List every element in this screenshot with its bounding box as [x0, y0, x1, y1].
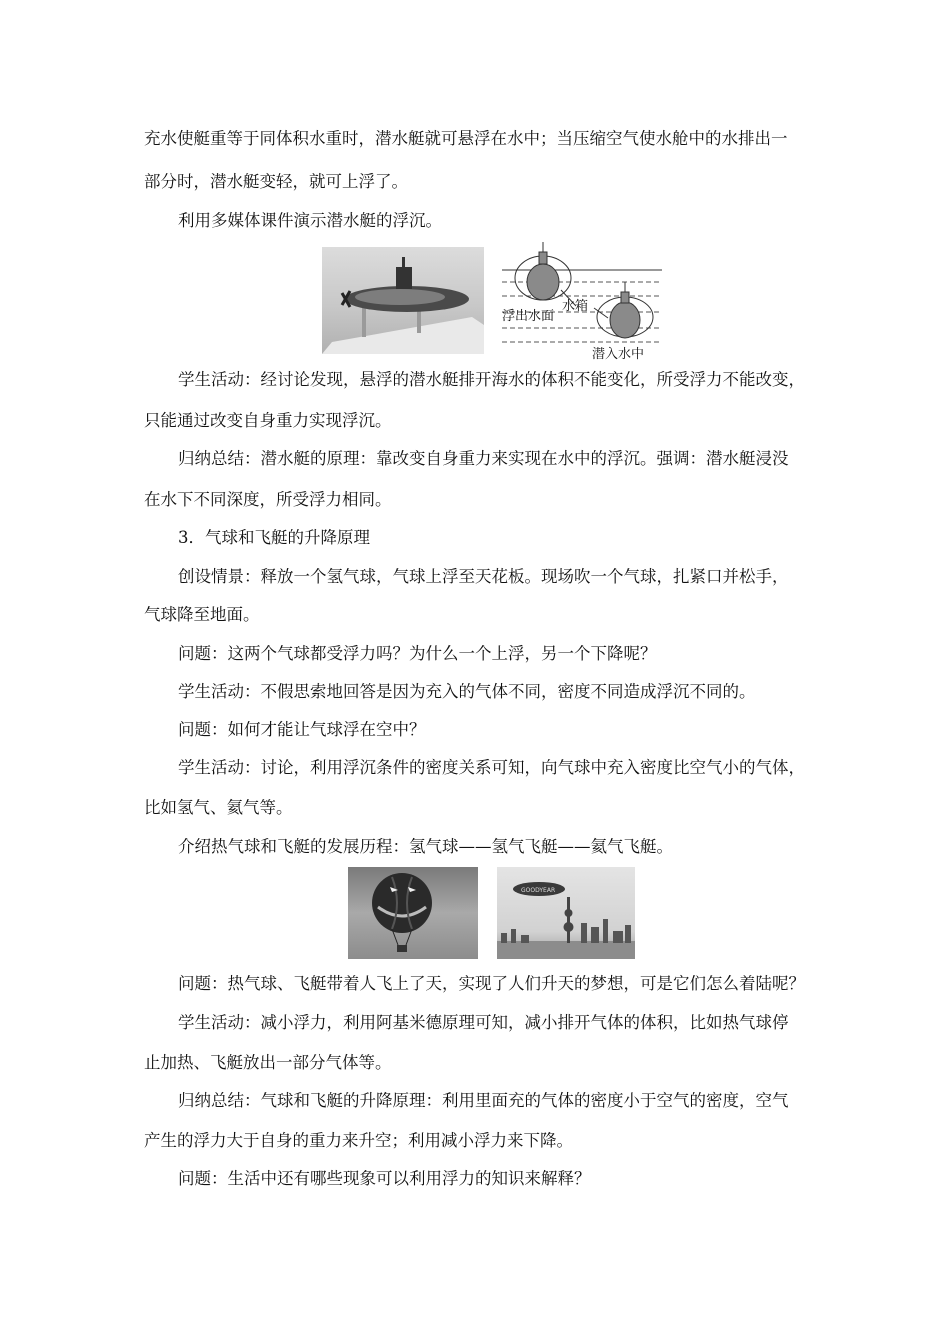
paragraph-line: 学生活动：不假思索地回答是因为充入的气体不同，密度不同造成浮沉不同的。: [178, 682, 756, 701]
label-dive: 潜入水中: [592, 347, 645, 362]
paragraph-line: 在水下不同深度，所受浮力相同。: [144, 490, 392, 509]
paragraph-line: 创设情景：释放一个氢气球，气球上浮至天花板。现场吹一个气球，扎紧口并松手，: [178, 567, 789, 586]
paragraph-line: 学生活动：减小浮力，利用阿基米德原理可知，减小排开气体的体积，比如热气球停: [178, 1013, 789, 1032]
paragraph-line: 产生的浮力大于自身的重力来升空；利用减小浮力来下降。: [144, 1131, 573, 1150]
paragraph-line: 归纳总结：气球和飞艇的升降原理：利用里面充的气体的密度小于空气的密度，空气: [178, 1091, 789, 1110]
paragraph-line: 比如氢气、氦气等。: [144, 798, 293, 817]
paragraph-line: 止加热、飞艇放出一部分气体等。: [144, 1053, 392, 1072]
section-heading: 3．气球和飞艇的升降原理: [178, 528, 370, 547]
paragraph-line: 学生活动：讨论，利用浮沉条件的密度关系可知，向气球中充入密度比空气小的气体，: [178, 758, 805, 777]
blimp-logo: GOODYEAR: [521, 887, 556, 894]
paragraph-line: 学生活动：经讨论发现，悬浮的潜水艇排开海水的体积不能变化，所受浮力不能改变，: [178, 370, 805, 389]
paragraph-line: 问题：如何才能让气球浮在空中？: [178, 720, 426, 739]
paragraph-line: 归纳总结：潜水艇的原理：靠改变自身重力来实现在水中的浮沉。强调：潜水艇浸没: [178, 449, 789, 468]
paragraph-line: 介绍热气球和飞艇的发展历程：氢气球——氢气飞艇——氦气飞艇。: [178, 837, 673, 856]
paragraph-line: 只能通过改变自身重力实现浮沉。: [144, 411, 392, 430]
paragraph-line: 问题：热气球、飞艇带着人飞上了天，实现了人们升天的梦想，可是它们怎么着陆呢？: [178, 974, 805, 993]
paragraph-line: 问题：这两个气球都受浮力吗？为什么一个上浮，另一个下降呢？: [178, 644, 657, 663]
label-surface: 浮出水面: [502, 309, 555, 324]
label-tank: 水箱: [562, 299, 589, 314]
paragraph-line: 充水使艇重等于同体积水重时，潜水艇就可悬浮在水中；当压缩空气使水舱中的水排出一: [144, 129, 788, 148]
hot-air-balloon-photo: [348, 867, 478, 959]
paragraph-line: 部分时，潜水艇变轻，就可上浮了。: [144, 172, 408, 191]
paragraph-line: 问题：生活中还有哪些现象可以利用浮力的知识来解释？: [178, 1169, 591, 1188]
submarine-diagram: [498, 238, 664, 363]
paragraph-line: 利用多媒体课件演示潜水艇的浮沉。: [178, 211, 442, 230]
submarine-model-photo: [322, 247, 484, 354]
paragraph-line: 气球降至地面。: [144, 605, 260, 624]
blimp-city-photo: [497, 867, 635, 959]
